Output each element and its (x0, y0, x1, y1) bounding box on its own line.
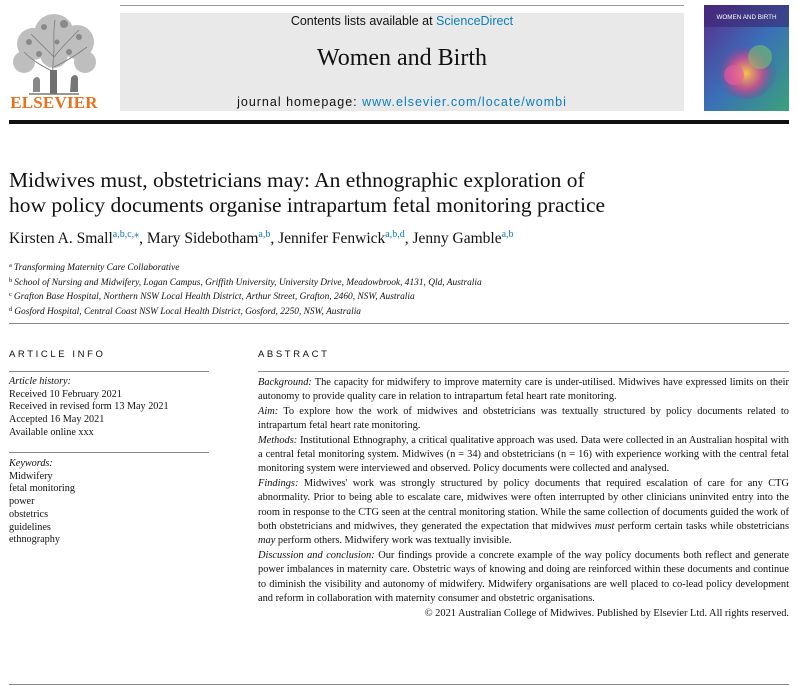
homepage-prefix: journal homepage: (237, 95, 363, 109)
abstract-rule (258, 371, 789, 372)
article-title (9, 168, 769, 218)
keyword-item: guidelines (9, 521, 51, 533)
journal-homepage-link[interactable]: www.elsevier.com/locate/wombi (362, 95, 567, 109)
history-accepted: Accepted 16 May 2021 (9, 414, 105, 426)
affiliation-a: $^a$ Transforming Maternity Care Collaborative (9, 262, 180, 273)
header-top-rule (120, 5, 684, 6)
author-list: Kirsten A. Small$^{a,b,c,⁎}$, Mary Sidebotham$^{a,b}$, Jennifer Fenwick$^{a,b,d}$, Jenny Gamble$^{a,b}$ (9, 229, 514, 247)
author-3[interactable]: Jennifer Fenwick$^{a,b,d}$ (278, 229, 405, 247)
author-3-affil[interactable]: a,b,d (385, 229, 405, 240)
journal-name: Women and Birth (316, 45, 488, 71)
history-online: Available online xxx (9, 426, 94, 438)
keywords-label: Keywords: (9, 458, 53, 469)
author-4[interactable]: Jenny Gamble$^{a,b}$ (412, 229, 514, 247)
contents-line (120, 14, 684, 28)
keyword-item: fetal monitoring (9, 483, 75, 495)
affiliation-list (9, 260, 789, 318)
abstract-background: Background: The capacity for midwifery to improve maternity care is under-utilised. Midwives have expressed limits on their autonomy to provide quality care in relation to intrapartum fetal heart rate monitoring. (258, 377, 789, 403)
section-divider (9, 323, 789, 324)
cover-title: WOMEN AND BIRTH (716, 14, 777, 21)
author-4-affil[interactable]: a,b (501, 229, 514, 240)
history-received: Received 10 February 2021 (9, 388, 122, 400)
copyright-notice: © 2021 Australian College of Midwives. Published by Elsevier Ltd. All rights reserved. (424, 607, 789, 619)
abstract-findings: Findings: Midwives' work was strongly structured by policy documents that required escalation of care for any CTG abnormality. Prior to being able to escalate care, midwives were often interrupted by other clinicians uninvited entry into the room in response to the CTG seen at the central monitoring station. While the same collection of documents guided the work of both obstetricians and midwives, they generated the expectation that midwives must perform certain tasks while obstetricians may perform others. Midwifery work was textually invisible. (258, 477, 790, 547)
header-thick-rule (9, 120, 789, 124)
article-history (9, 376, 169, 440)
article-title-line-2: how policy documents organise intrapartum fetal monitoring practice (9, 193, 606, 217)
article-title-line-1: Midwives must, obstetricians may: An ethnographic exploration of (9, 168, 585, 192)
journal-cover-image[interactable] (704, 5, 789, 111)
article-info-rule (9, 371, 209, 372)
keywords-rule (9, 452, 209, 453)
keyword-item: ethnography (9, 534, 60, 546)
affiliation-d: $^d$ Gosford Hospital, Central Coast NSW Local Health District, Gosford, 2250, NSW, Australia (9, 305, 361, 317)
abstract-aim: Aim: To explore how the work of midwives and obstetricians was textually structured by policy documents related to intrapartum fetal heart rate monitoring. (258, 405, 789, 432)
bottom-rule (9, 684, 789, 685)
keyword-item: obstetrics (9, 508, 49, 520)
author-1[interactable]: Kirsten A. Small$^{a,b,c,⁎}$ (9, 229, 140, 247)
elsevier-wordmark[interactable]: ELSEVIER (10, 93, 98, 112)
affiliation-b: $^b$ School of Nursing and Midwifery, Logan Campus, Griffith University, University Drive, Meadowbrook, 4131, Qld, Australia (9, 276, 482, 288)
abstract-discussion: Discussion and conclusion: Our findings provide a concrete example of the way policy documents both reflect and generate power imbalances in maternity care. Obstetric ways of knowing and doing are reinforced within these documents and continue to diminish the visibility and autonomy of midwifery. Midwifery organisations are well placed to co-lead policy development and reform in collaboration with maternity consumer and obstetric organisations. (258, 549, 789, 605)
sciencedirect-link[interactable]: ScienceDirect (436, 14, 514, 28)
journal-homepage-line (120, 95, 684, 109)
author-2-affil[interactable]: a,b (258, 229, 271, 240)
keyword-item: Midwifery (9, 470, 53, 482)
contents-prefix: Contents lists available at (290, 14, 437, 28)
article-history-label: Article history: (9, 376, 71, 387)
author-1-affil[interactable]: a,b,c,⁎ (112, 229, 140, 240)
article-info-heading: ARTICLE INFO (9, 349, 106, 360)
author-2[interactable]: Mary Sidebotham$^{a,b}$ (146, 229, 271, 247)
abstract-methods: Methods: Institutional Ethnography, a critical qualitative approach was used. Data were collected in an Australian hospital with a central fetal monitoring system. Midwives (n = 34) and obstetricians (n = 16) with experience working with the central fetal monitoring system were interviewed and observed. Policy documents were collected and analysed. (258, 434, 789, 475)
abstract-heading: ABSTRACT (258, 349, 330, 360)
affiliation-c: $^c$ Grafton Base Hospital, Northern NSW Local Health District, Arthur Street, Grafton, 2460, NSW, Australia (9, 291, 415, 303)
keywords-block (9, 458, 75, 547)
journal-header-box (120, 13, 684, 111)
keyword-item: power (9, 496, 35, 508)
history-revised: Received in revised form 13 May 2021 (9, 401, 169, 413)
abstract-body (258, 376, 789, 621)
